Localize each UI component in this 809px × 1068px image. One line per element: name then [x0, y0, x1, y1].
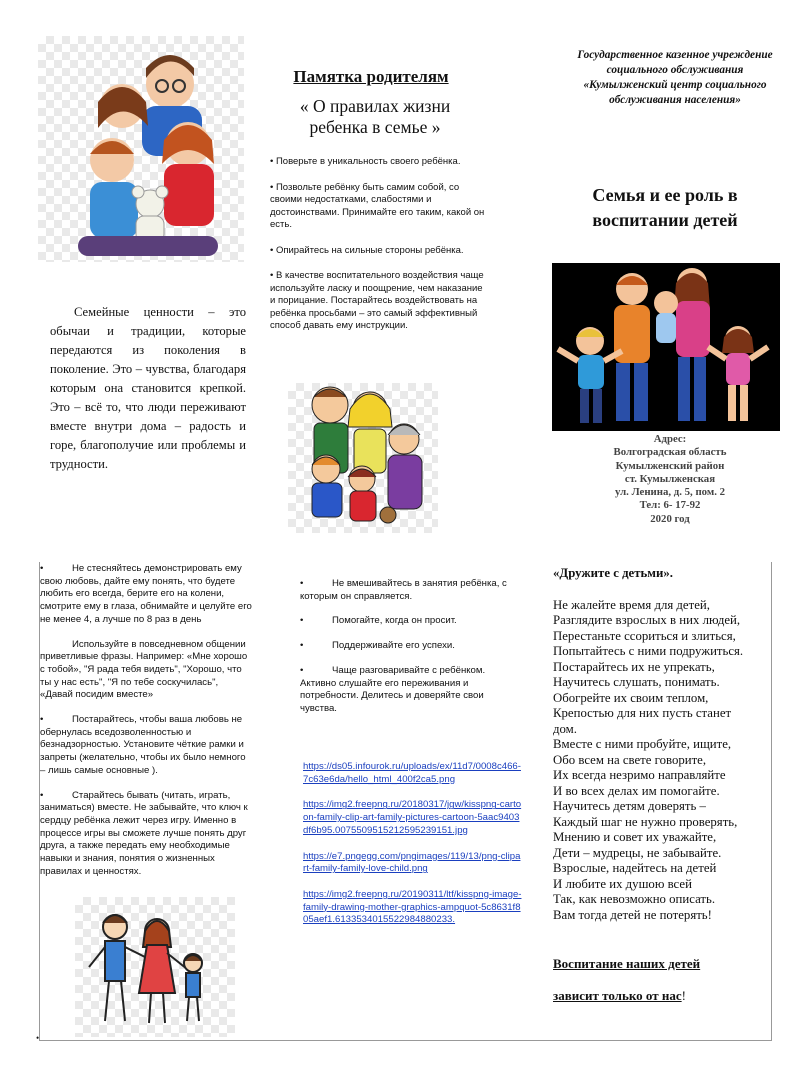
tip-item: • Позвольте ребёнку быть самим собой, со своими недостатками, слабостями и достоинствами. Принимайте его таким, какой он есть.: [270, 181, 485, 230]
address-street: ул. Ленина, д. 5, пом. 2: [614, 486, 726, 499]
poem-line: Взрослые, надейтесь на детей: [553, 861, 717, 875]
source-link[interactable]: https://ds05.infourok.ru/uploads/ex/11d7/0008c466-7c63e6da/hello_html_400f2ca5.png: [303, 761, 521, 785]
poem-line: дом.: [553, 721, 577, 736]
cartoon-family-illustration: [288, 383, 438, 533]
poem-line: Крепостью для них пусть станет: [553, 706, 732, 720]
address-label: Адрес:: [653, 433, 687, 445]
family-values-text: [50, 303, 246, 474]
closing-line-2: [553, 988, 686, 1004]
source-link[interactable]: https://img2.freepng.ru/20180317/jgw/kisspng-cartoon-family-clip-art-family-pictures-cartoon-5aac9403df6b95.0075509515212595239151.jpg: [303, 799, 522, 836]
address-phone: Тел: 6- 17-92: [639, 499, 701, 512]
poem-line: Каждый шаг не нужно проверять,: [553, 814, 738, 829]
poem-line: Научитесь слушать, понимать.: [553, 675, 720, 689]
source-links: [303, 761, 523, 940]
support-tips-list: [300, 578, 520, 728]
family-photo-drawing: [552, 263, 780, 431]
family-photo: [552, 263, 780, 431]
poem-line: Вместе с ними пробуйте, ищите,: [553, 737, 732, 751]
poem-line: Вам тогда детей не потерять!: [553, 907, 712, 922]
organization-name: Государственное казенное учреждение социального обслуживания «Кумылженский центр социального обслуживания населения»: [577, 49, 773, 106]
address-region: Волгоградская область: [613, 446, 727, 459]
family-hug-drawing: [38, 36, 244, 262]
cartoon-family-drawing: [288, 383, 438, 533]
closing-line-1: Воспитание наших детей: [553, 956, 701, 971]
closing-line-2-text: зависит только от нас: [553, 988, 682, 1003]
frame-right-line: [771, 562, 772, 1040]
family-values-paragraph: Семейные ценности – это обычаи и традиции, которые передаются из поколения в поколение. Это – чувства, благодаря которым она становится крепкой. Это – всё то, что люди переживают вместе внутри дома – радость и горе, благополучие или проблемы и трудности.: [50, 305, 246, 471]
poem-line: Мнению и совет их уважайте,: [553, 830, 717, 844]
poem-line: Попытайтесь с ними подружиться.: [553, 644, 744, 658]
address-district: Кумылженский район: [615, 459, 725, 472]
poem-line: Перестаньте ссориться и злиться,: [553, 628, 736, 643]
stick-family-illustration: [75, 897, 235, 1037]
love-tip-item: • Постарайтесь, чтобы ваша любовь не обернулась вседозволенностью и безнадзорностью. Установите чёткие рамки и запреты (желательно, чтобы их было немного – лишь самые основные ).: [40, 714, 246, 776]
brochure-title: Семья и ее роль в воспитании детей: [592, 185, 738, 230]
love-tip-item: • Старайтесь бывать (читать, играть, заниматься) вместе. Не забывайте, что ключ к сердцу ребёнка лежит через игру. Именно в процессе игры вы сможете лучше понять друг друга, а также передать ему необходимые навыки и знания, понятия о жизненных правилах и ценностях.: [40, 789, 248, 877]
closing-exclamation: !: [681, 988, 686, 1003]
love-tips-list: [40, 563, 252, 890]
stick-family-drawing: [75, 897, 235, 1037]
poem-line: Обогрейте их своим теплом,: [553, 690, 709, 705]
love-tip-item: Используйте в повседневном общении приветливые фразы. Например: «Мне хорошо с тобой», "Я рада тебя видеть", "Хорошо, что ты у нас есть", "Я по тебе соскучилась", «Давай посидим вместе»: [40, 638, 248, 701]
source-link[interactable]: https://e7.pngegg.com/pngimages/119/13/png-clipart-family-family-love-child.png: [303, 850, 521, 875]
address-village: ст. Кумылженская: [624, 472, 716, 485]
poem-line: Их всегда незримо направляйте: [553, 768, 726, 782]
tip-item: • В качестве воспитательного воздействия чаще используйте ласку и поощрение, чем наказание и порицание. Постарайтесь воздействовать на ребёнка просьбами – это самый эффективный способ давать ему инструкции.: [270, 270, 484, 331]
poem-line: И во всех делах им помогайте.: [553, 783, 720, 798]
address-block: [585, 433, 755, 526]
source-link[interactable]: https://img2.freepng.ru/20190311/ltf/kisspng-image-family-drawing-mother-graphics-ampquot-5c8631f805aef1.6133534015522984880233.: [303, 888, 522, 926]
family-illustration-hug: [38, 36, 244, 262]
memo-title: Памятка родителям: [293, 67, 449, 86]
love-tip-item: • Не стесняйтесь демонстрировать ему свою любовь, дайте ему понять, что будете любить его всегда, берите его на колени, смотрите ему в глаза, обнимайте и целуйте его не менее 4, а лучше по 8 раз в день: [40, 563, 252, 625]
poem-line: Не жалейте время для детей,: [553, 597, 710, 612]
poem-title: «Дружите с детьми».: [553, 566, 673, 580]
support-tip-item: • Помогайте, когда он просит.: [300, 615, 457, 627]
tip-item: • Опирайтесь на сильные стороны ребёнка.: [270, 244, 464, 256]
bottom-bullet-mark: •: [36, 1033, 40, 1043]
support-tip-item: • Поддерживайте его успехи.: [300, 640, 455, 652]
memo-subtitle: « О правилах жизни ребенка в семье »: [299, 96, 451, 137]
address-year: 2020 год: [650, 512, 690, 525]
poem-line: Так, как невозможно описать.: [553, 892, 716, 906]
tip-item: • Поверьте в уникальность своего ребёнка.: [270, 156, 461, 167]
poem-line: Постарайтесь их не упрекать,: [553, 659, 715, 674]
poem-line: И любите их душою всей: [553, 876, 692, 891]
poem-block: [553, 566, 771, 923]
poem-line: Научитесь детям доверять –: [553, 799, 706, 813]
poem-line: Обо всем на свете говорите,: [553, 752, 707, 767]
poem-lines: [553, 598, 771, 924]
tips-list-top: [270, 156, 488, 346]
poem-line: Разглядите взрослых в них людей,: [553, 613, 741, 627]
support-tip-item: • Чаще разговаривайте с ребёнком. Активно слушайте его переживания и потребности. Делитесь и доверяйте свои чувства.: [300, 664, 486, 714]
support-tip-item: • Не вмешивайтесь в занятия ребёнка, с которым он справляется.: [300, 578, 507, 602]
frame-bottom-line: [39, 1040, 772, 1041]
poem-line: Дети – мудрецы, не забывайте.: [553, 845, 722, 860]
